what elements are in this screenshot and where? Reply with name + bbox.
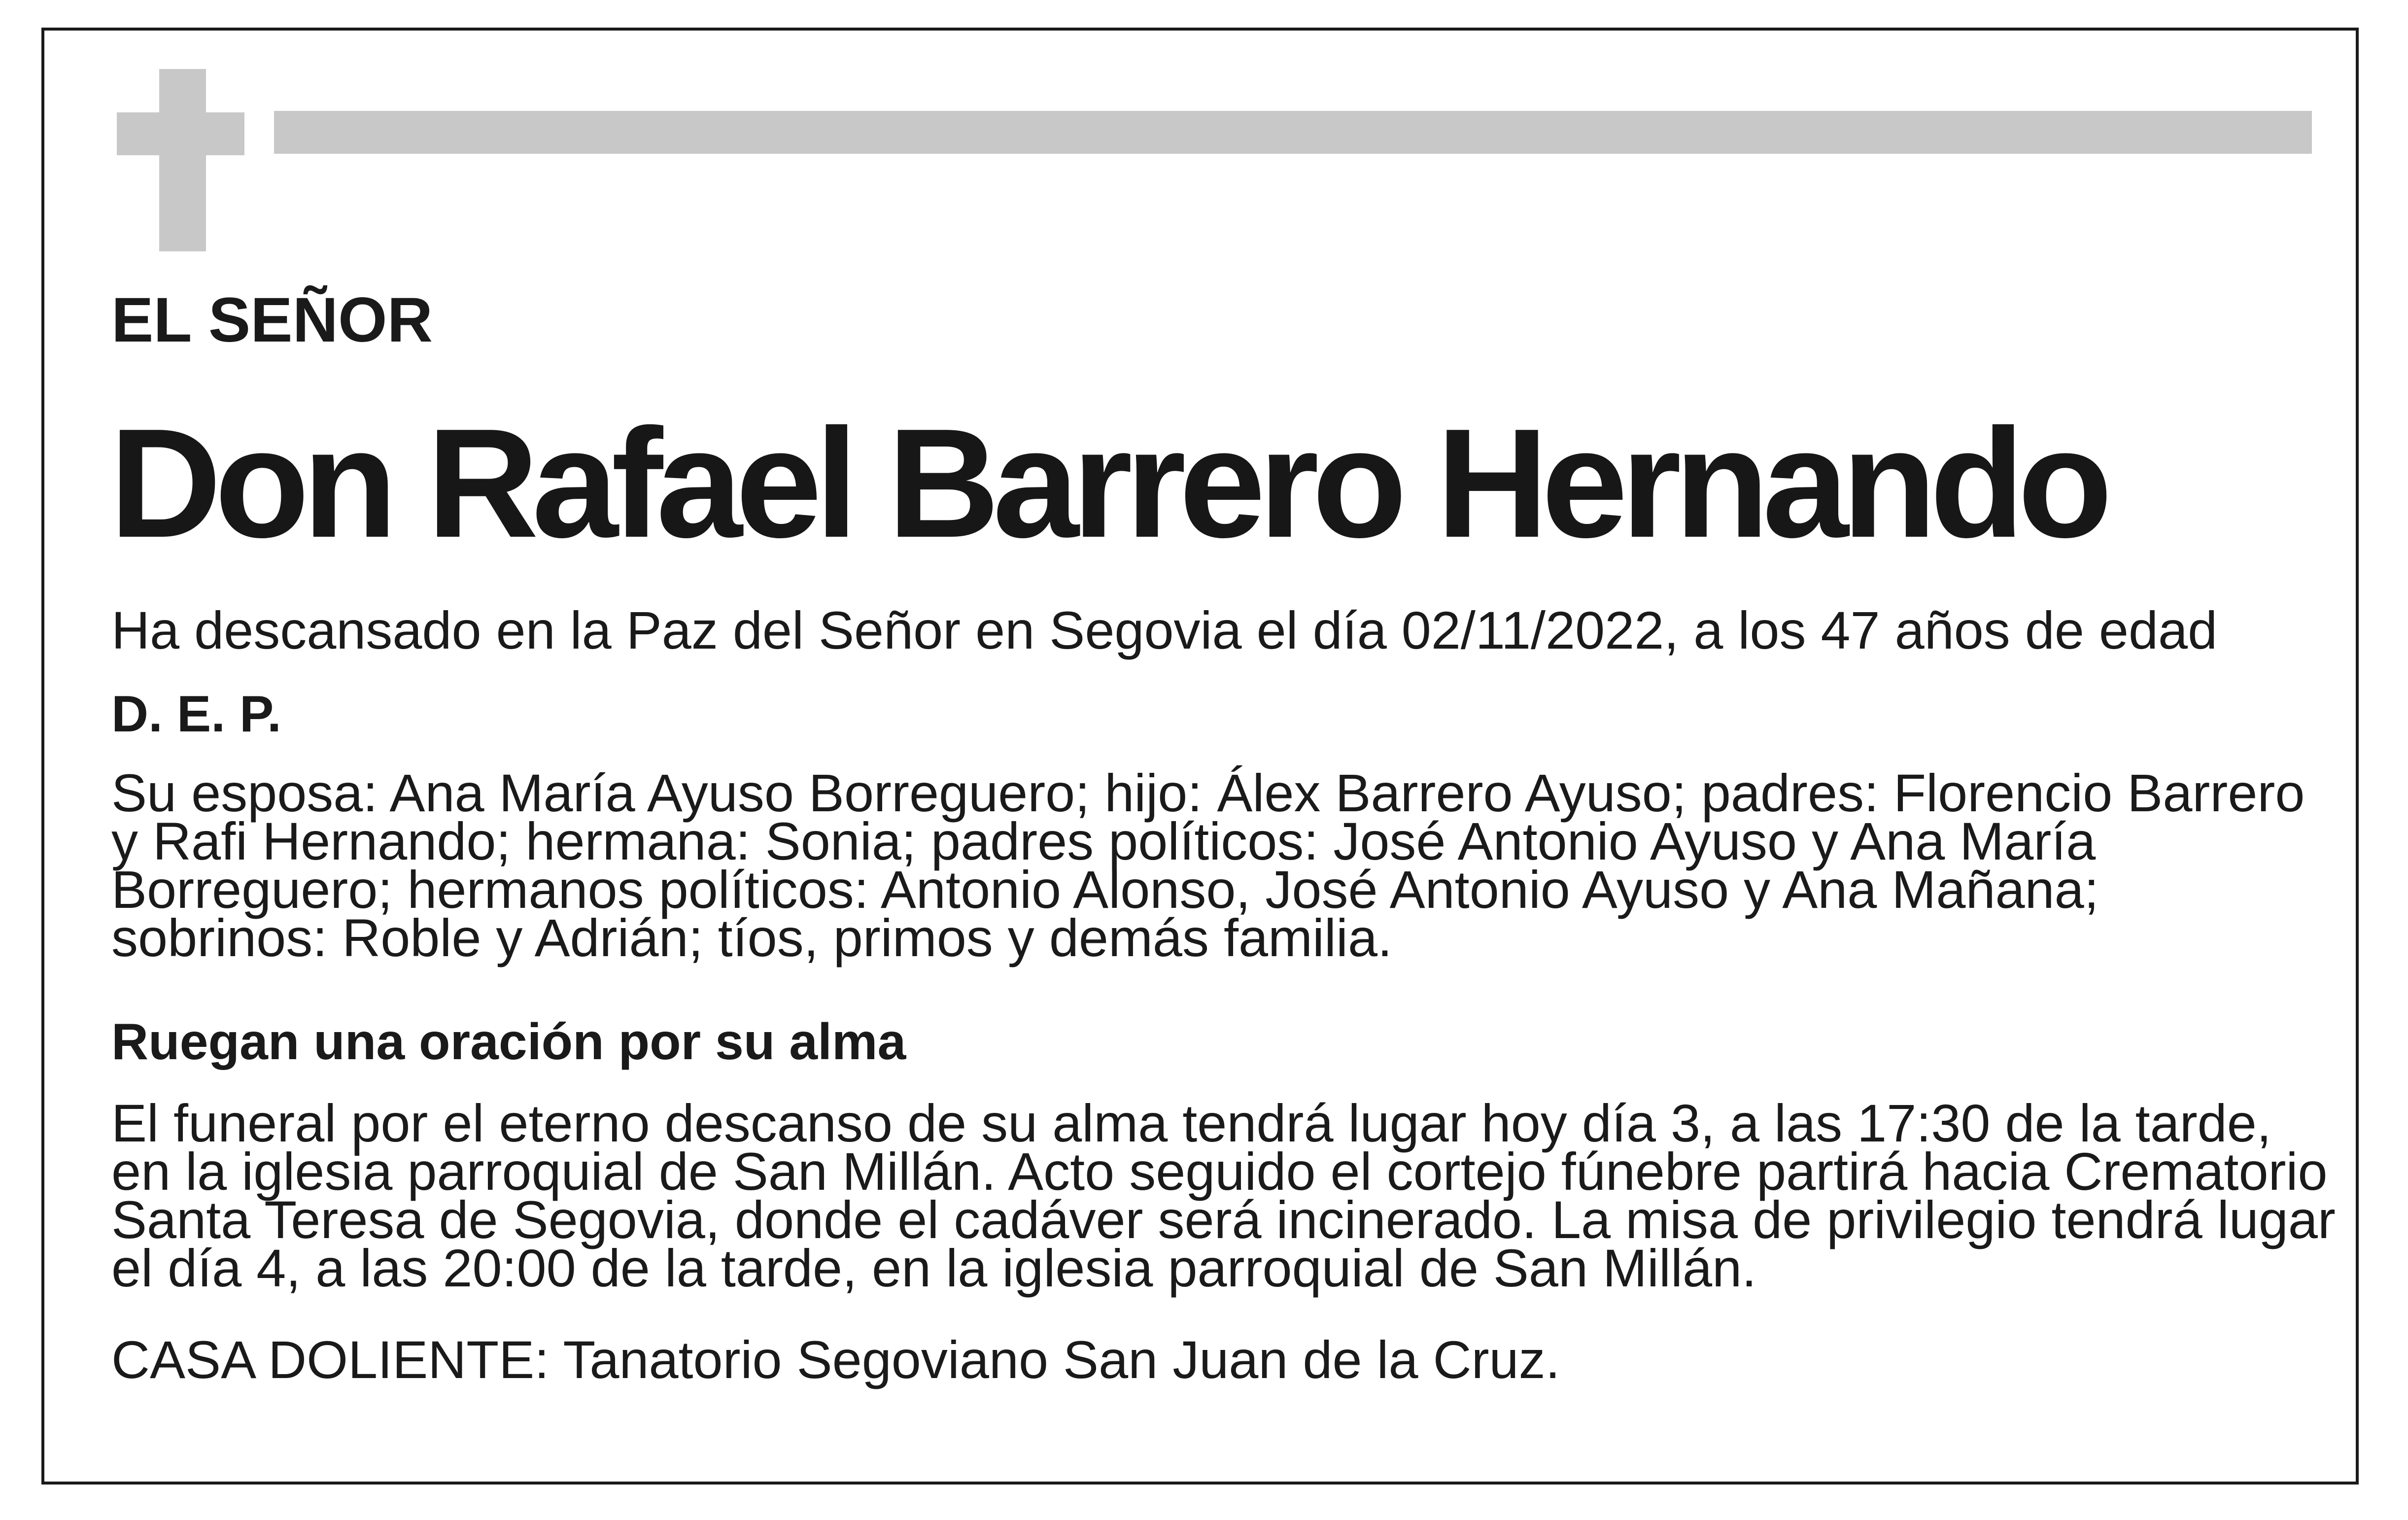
funeral-line: el día 4, a las 20:00 de la tarde, en la iglesia parroquial de San Millán. xyxy=(111,1238,1757,1298)
rest-in-peace: D. E. P. xyxy=(111,686,281,743)
funeral-line: Santa Teresa de Segovia, donde el cadáver será incinerado. La misa de privilegio tendrá lugar xyxy=(111,1190,2336,1249)
family-line: sobrinos: Roble y Adrián; tíos, primos y demás familia. xyxy=(111,908,1393,967)
cross-icon-crossbar xyxy=(117,112,244,155)
family-line: Su esposa: Ana María Ayuso Borreguero; hijo: Álex Barrero Ayuso; padres: Florencio Barrero xyxy=(111,763,2305,823)
funeral-line: El funeral por el eterno descanso de su alma tendrá lugar hoy día 3, a las 17:30 de la tarde, xyxy=(111,1093,2271,1153)
mourning-home: CASA DOLIENTE: Tanatorio Segoviano San Juan de la Cruz. xyxy=(111,1330,1560,1389)
family-line: y Rafi Hernando; hermana: Sonia; padres políticos: José Antonio Ayuso y Ana María xyxy=(111,811,2096,871)
title-prefix: EL SEÑOR xyxy=(111,285,433,355)
funeral-details xyxy=(111,1093,2336,1298)
death-notice: Ha descansado en la Paz del Señor en Segovia el día 02/11/2022, a los 47 años de edad xyxy=(111,600,2218,660)
deceased-name: Don Rafael Barrero Hernando xyxy=(109,396,2106,570)
family-list xyxy=(111,763,2305,967)
prayer-request: Ruegan una oración por su alma xyxy=(111,1013,906,1071)
header-divider xyxy=(274,111,2312,154)
family-line: Borreguero; hermanos políticos: Antonio Alonso, José Antonio Ayuso y Ana Mañana; xyxy=(111,860,2099,919)
funeral-line: en la iglesia parroquial de San Millán. Acto seguido el cortejo fúnebre partirá hacia Crematorio xyxy=(111,1141,2328,1201)
cross-icon xyxy=(159,69,206,251)
